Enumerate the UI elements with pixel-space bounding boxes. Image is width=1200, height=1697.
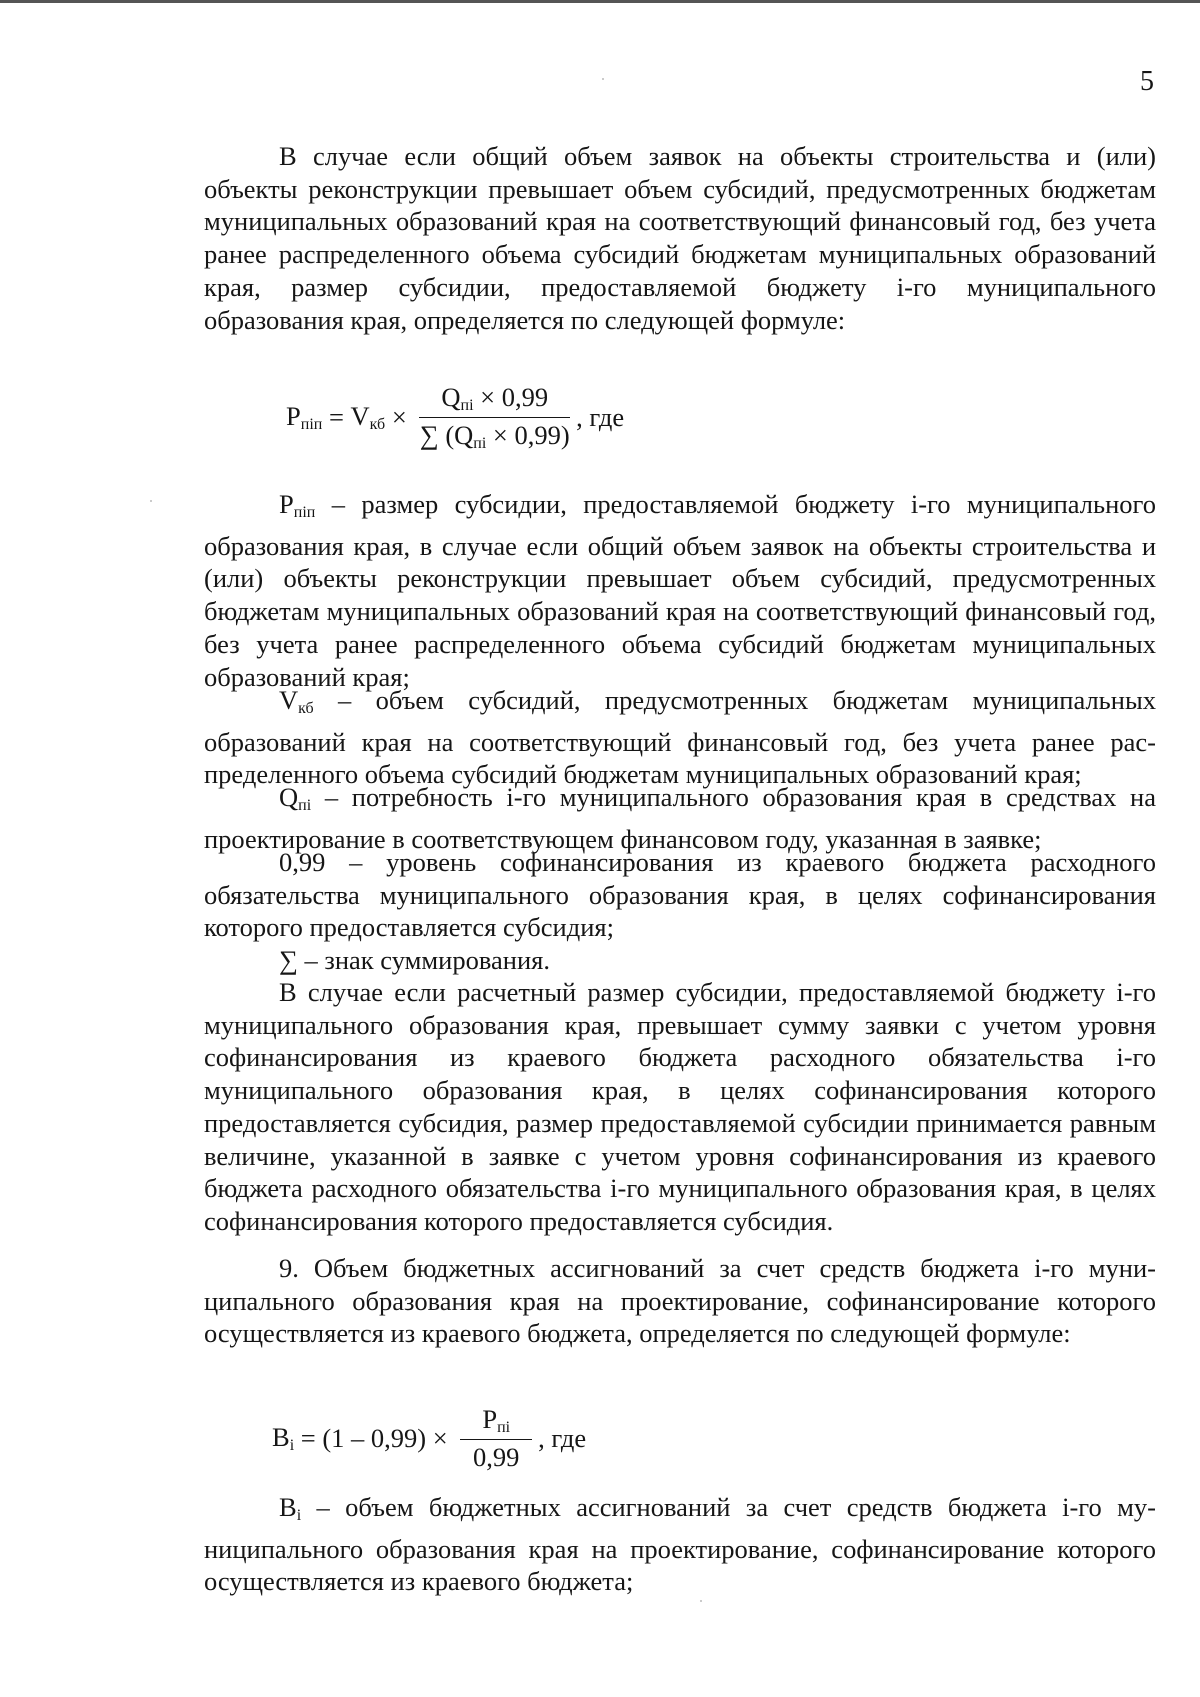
formula-budget-allocations [272,1404,586,1473]
definition-q-pi: $Q_{пі}$ – потребность i-го муниципального образования края в средствах на проектирование в соответствующем финансовом году, указанная в заявке; [204,782,1156,854]
formula-fraction [419,382,570,453]
formula-suffix: , где [576,402,625,432]
page-number: 5 [1140,66,1154,97]
definition-sum-sign: ∑ – знак суммирования. [279,945,550,975]
fraction-denominator: ∑ $(Q_{пі} \times 0,99)$ [419,420,570,452]
formula-lhs: $B_i$ [272,1422,295,1454]
fraction-denominator: 0,99 [473,1442,520,1472]
page-top-edge [0,0,1200,3]
fraction-numerator: $P_{пі}$ [460,1404,532,1440]
fraction-numerator: $Q_{пі} \times 0,99$ [419,382,570,418]
scan-speck [150,500,152,502]
definition-rate: 0,99 – уровень софинансирования из краевого бюджета расходного обязательства муниципального образования края, в целях софинансирования которого предоставляется субсидия; [204,847,1156,943]
paragraph-subsidy-case: В случае если общий объем заявок на объекты строительства и (или) объекты реконструкции превышает объем субсидий, предусмотренных бюджетам муниципальных образований края на соответствующий финансовый год, без учета ранее распределенного объема субсидий бюджетам муниципальных образований края, размер субсидии, предоставляемой бюджету i-го муниципального образования края, определяется по следующей формуле: [204,141,1156,335]
formula-subsidy-size [286,382,624,453]
definition-b-i: $B_i$ – объем бюджетных ассигнований за счет средств бюджета i-го муниципального образования края на проектирование, софинансирование которого осуществляется из краевого бюджета; [204,1492,1156,1597]
scan-speck [602,78,604,80]
definition-v-kb: $V_{кб}$ – объем субсидий, предусмотренных бюджетам муниципальных образований края на соответствующий финансовый год, без учета ранее распределенного объема субсидий бюджетам муниципальных образований края; [204,685,1156,790]
definition-p-pip: $P_{піп}$ – размер субсидии, предоставляемой бюджету i-го муниципального образования края, в случае если общий объем заявок на объекты строительства и (или) объекты реконструкции превышает объем субсидий, предусмотренных бюджетам муниципальных образований края на соответствующий финансовый год, без учета ранее распределенного объема субсидий бюджетам муниципальных образований края; [204,489,1156,692]
formula-fraction [460,1404,532,1473]
formula-lhs: $P_{піп}$ [286,401,323,433]
scan-speck [700,1600,702,1602]
formula-suffix: , где [538,1423,587,1453]
formula-expression: = (1 – 0,99) × [294,1423,455,1453]
paragraph-item-9: 9. Объем бюджетных ассигнований за счет средств бюджета i-го муниципального образования края на проектирование, софинансирование которого осуществляется из краевого бюджета, определяется по следующей формуле: [204,1253,1156,1349]
formula-v: $V_{кб}$ [350,401,386,433]
paragraph-calculated-size: В случае если расчетный размер субсидии, предоставляемой бюджету i-го муниципального образования края, превышает сумму заявки с учетом уровня софинансирования из краевого бюджета расходного обязательства i-го муниципального образования края, в целях софинансирования которого предоставляется субсидия, размер предоставляемой субсидии принимается равным величине, указанной в заявке с учетом уровня софинансирования из краевого бюджета расходного обязательства i-го муниципального образования края, в целях софинансирования которого предоставляется субсидия. [204,977,1156,1236]
formula-equals: = [322,402,351,432]
formula-times: × [385,402,414,432]
